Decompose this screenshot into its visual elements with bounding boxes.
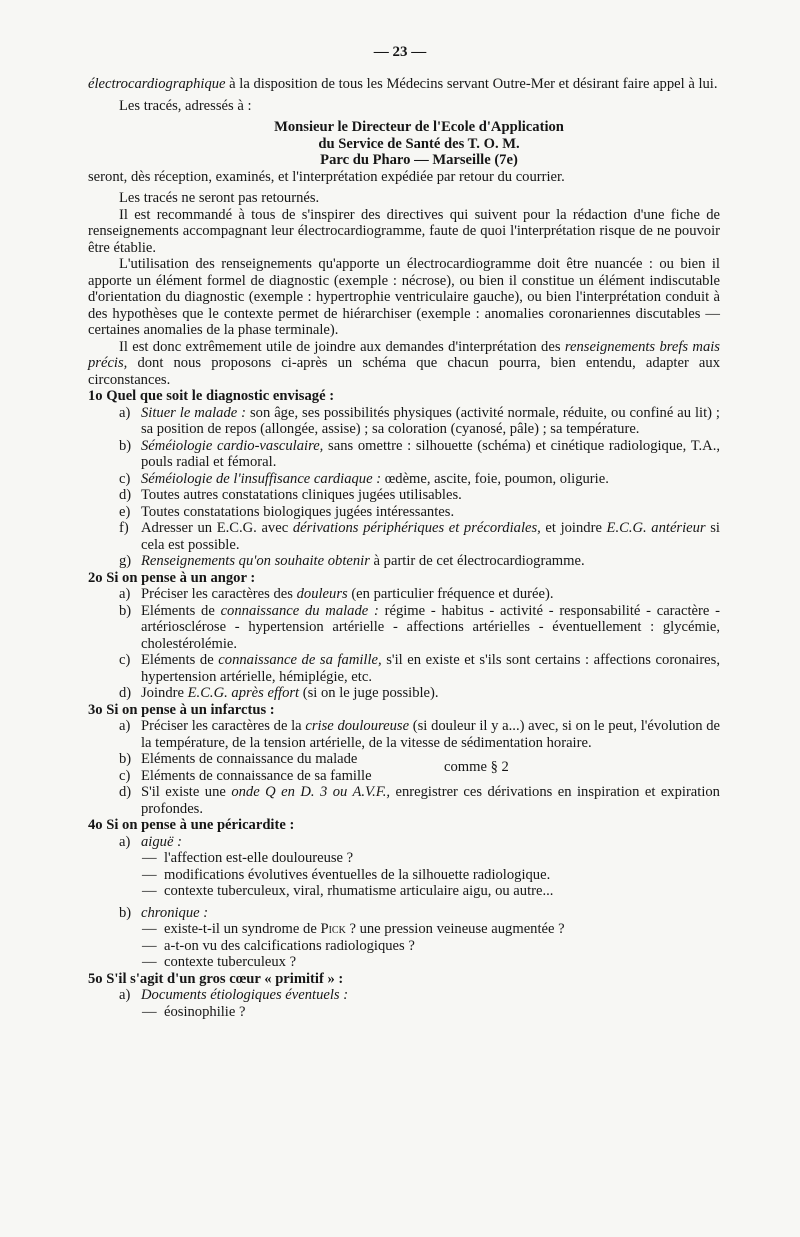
section-3-title: 3o Si on pense à un infarctus : — [88, 701, 275, 718]
utilisation-paragraph: L'utilisation des renseignements qu'apporte un électrocardiogramme doit être nuancée : ou bien il apporte un élément formel de diagnostic (exemple : nécrose), ou bien il constitue un élément indiscutable d'orientation du diagnostic (exemple : hypertrophie ventriculaire gauche), ou bien l'interprétation conduit à des hypothèses que le contexte permet de hiérarchiser (exemple : anomalies coronariennes discutables — certaines anomalies de la phase terminale). — [88, 256, 720, 338]
dash-item: — modifications évolutives éventuelles de la silhouette radiologique. — [142, 866, 551, 883]
dash-item: — éosinophilie ? — [142, 1003, 246, 1020]
dash-item: — existe-t-il un syndrome de Pick ? une pression veineuse augmentée ? — [142, 921, 565, 937]
list-item: a) Préciser les caractères de la crise douloureuse (si douleur il y a...) avec, si on le peut, l'évolution de la température, de la tension artérielle, de la vitesse de sédimentation horaire. — [119, 718, 720, 751]
dash-item: — contexte tuberculeux, viral, rhumatisme articulaire aigu, ou autre... — [142, 883, 554, 899]
comme-group — [119, 751, 720, 784]
ne-seront-line: Les tracés ne seront pas retournés. — [119, 190, 320, 206]
donc-paragraph: Il est donc extrêmement utile de joindre aux demandes d'interprétation des renseignements brefs mais précis, dont nous proposons ci-après un schéma que chacun pourra, bien entendu, adapter aux circonstances. — [88, 338, 720, 388]
recommande-paragraph: Il est recommandé à tous de s'inspirer des directives qui suivent pour la rédaction d'une fiche de renseignements accompagnant leur électrocardiogramme, faute de quoi l'interprétation risque de ne pouvoir être établie. — [88, 206, 720, 256]
address-line: Monsieur le Directeur de l'Ecole d'Application — [274, 119, 564, 135]
section-2-title: 2o Si on pense à un angor : — [88, 569, 256, 586]
list-item: g) Renseignements qu'on souhaite obtenir à partir de cet électrocardiogramme. — [119, 553, 585, 569]
list-item: e) Toutes constatations biologiques jugées intéressantes. — [119, 503, 455, 520]
list-item: d) S'il existe une onde Q en D. 3 ou A.V.F., enregistrer ces dérivations en inspiration et expiration profondes. — [119, 784, 720, 817]
list-item: d) Toutes autres constatations cliniques jugées utilisables. — [119, 487, 462, 503]
address-line: Parc du Pharo — Marseille (7e) — [320, 152, 518, 168]
list-item: b) Eléments de connaissance du malade — [119, 751, 358, 767]
seront-line: seront, dès réception, examinés, et l'interprétation expédiée par retour du courrier. — [88, 168, 565, 185]
list-item: a) Situer le malade : son âge, ses possibilités physiques (activité normale, réduite, ou confiné au lit) ; sa position de repos (allongée, assise) ; sa coloration (cyanosé, pâle) ; sa température. — [119, 404, 720, 437]
list-item: d) Joindre E.C.G. après effort (si on le juge possible). — [119, 685, 439, 701]
list-item: b) chronique : — [119, 904, 209, 921]
dash-item: — a-t-on vu des calcifications radiologiques ? — [142, 937, 415, 954]
section-5-list — [119, 987, 720, 1020]
list-item: a) Préciser les caractères des douleurs (en particulier fréquence et durée). — [119, 586, 554, 602]
section-4-title: 4o Si on pense à une péricardite : — [88, 817, 295, 833]
dash-item: — l'affection est-elle douloureuse ? — [142, 850, 354, 866]
list-item: c) Eléments de connaissance de sa famille, s'il en existe et s'ils sont certains : affections coronaires, hypertension artérielle, hémiplégie, etc. — [119, 652, 720, 685]
document-body — [88, 76, 720, 1020]
list-item: f) Adresser un E.C.G. avec dérivations périphériques et précordiales, et joindre E.C.G. antérieur si cela est possible. — [119, 520, 720, 553]
section-1-list — [119, 405, 720, 570]
list-item: c) Séméiologie de l'insuffisance cardiaque : œdème, ascite, foie, poumon, oligurie. — [119, 470, 609, 487]
section-2-list — [119, 586, 720, 702]
comme-reference: comme § 2 — [444, 759, 509, 776]
list-item: b) Eléments de connaissance du malade : régime - habitus - activité - responsabilité - caractère - artériosclérose - hypertension artérielle - affections artérielles - éventuellement : glycémie, cholestérolémie. — [119, 602, 720, 652]
traces-line: Les tracés, adressés à : — [119, 97, 252, 114]
page-number: — 23 — — [373, 44, 427, 60]
section-4-list — [119, 834, 720, 971]
dash-item: — contexte tuberculeux ? — [142, 954, 297, 970]
section-1-title: 1o Quel que soit le diagnostic envisagé : — [88, 388, 335, 404]
list-item: c) Eléments de connaissance de sa famille — [119, 767, 372, 784]
list-item: b) Séméiologie cardio-vasculaire, sans omettre : silhouette (schéma) et cinétique radiologique, T.A., pouls radial et fémoral. — [119, 437, 721, 470]
section-3-list — [119, 718, 720, 817]
list-item: a) aiguë : — [119, 833, 182, 850]
list-item: a) Documents étiologiques éventuels : — [119, 987, 349, 1003]
address-block — [118, 119, 720, 169]
intro-paragraph: électrocardiographique à la disposition de tous les Médecins servant Outre-Mer et désirant faire appel à lui. — [88, 76, 718, 92]
address-line: du Service de Santé des T. O. M. — [318, 135, 520, 152]
section-5-title: 5o S'il s'agit d'un gros cœur « primitif » : — [88, 970, 344, 987]
